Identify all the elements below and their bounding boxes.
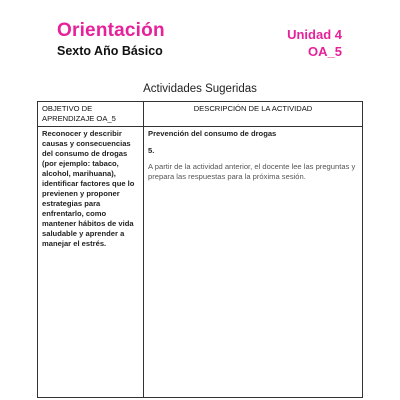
grade-subtitle: Sexto Año Básico [57,44,163,58]
table-row [38,127,363,398]
activity-number: 5. [148,146,155,155]
activities-table [37,101,363,398]
description-column-header: DESCRIPCIÓN DE LA ACTIVIDAD [144,102,363,127]
objective-text: Reconocer y describir causas y consecuencias del consumo de drogas (por ejemplo: tabaco, alcohol, marihuana), identificar factores que lo previenen y proponer estrategias para enfrentarlo, como mantener hábitos de vida saludable y aprender a manejar el estrés. [42,129,135,248]
activity-cell [144,127,363,398]
objective-code: OA_5 [308,44,342,59]
unit-label: Unidad 4 [287,27,342,42]
table-header-row [38,102,363,127]
objective-cell [38,127,144,398]
activity-description: A partir de la actividad anterior, el docente lee las preguntas y prepara las respuestas para la próxima sesión. [148,162,356,181]
activity-title: Prevención del consumo de drogas [148,129,277,138]
section-title: Actividades Sugeridas [143,83,257,95]
subject-title: Orientación [57,20,165,41]
objective-column-header: OBJETIVO DE APRENDIZAJE OA_5 [38,102,144,127]
